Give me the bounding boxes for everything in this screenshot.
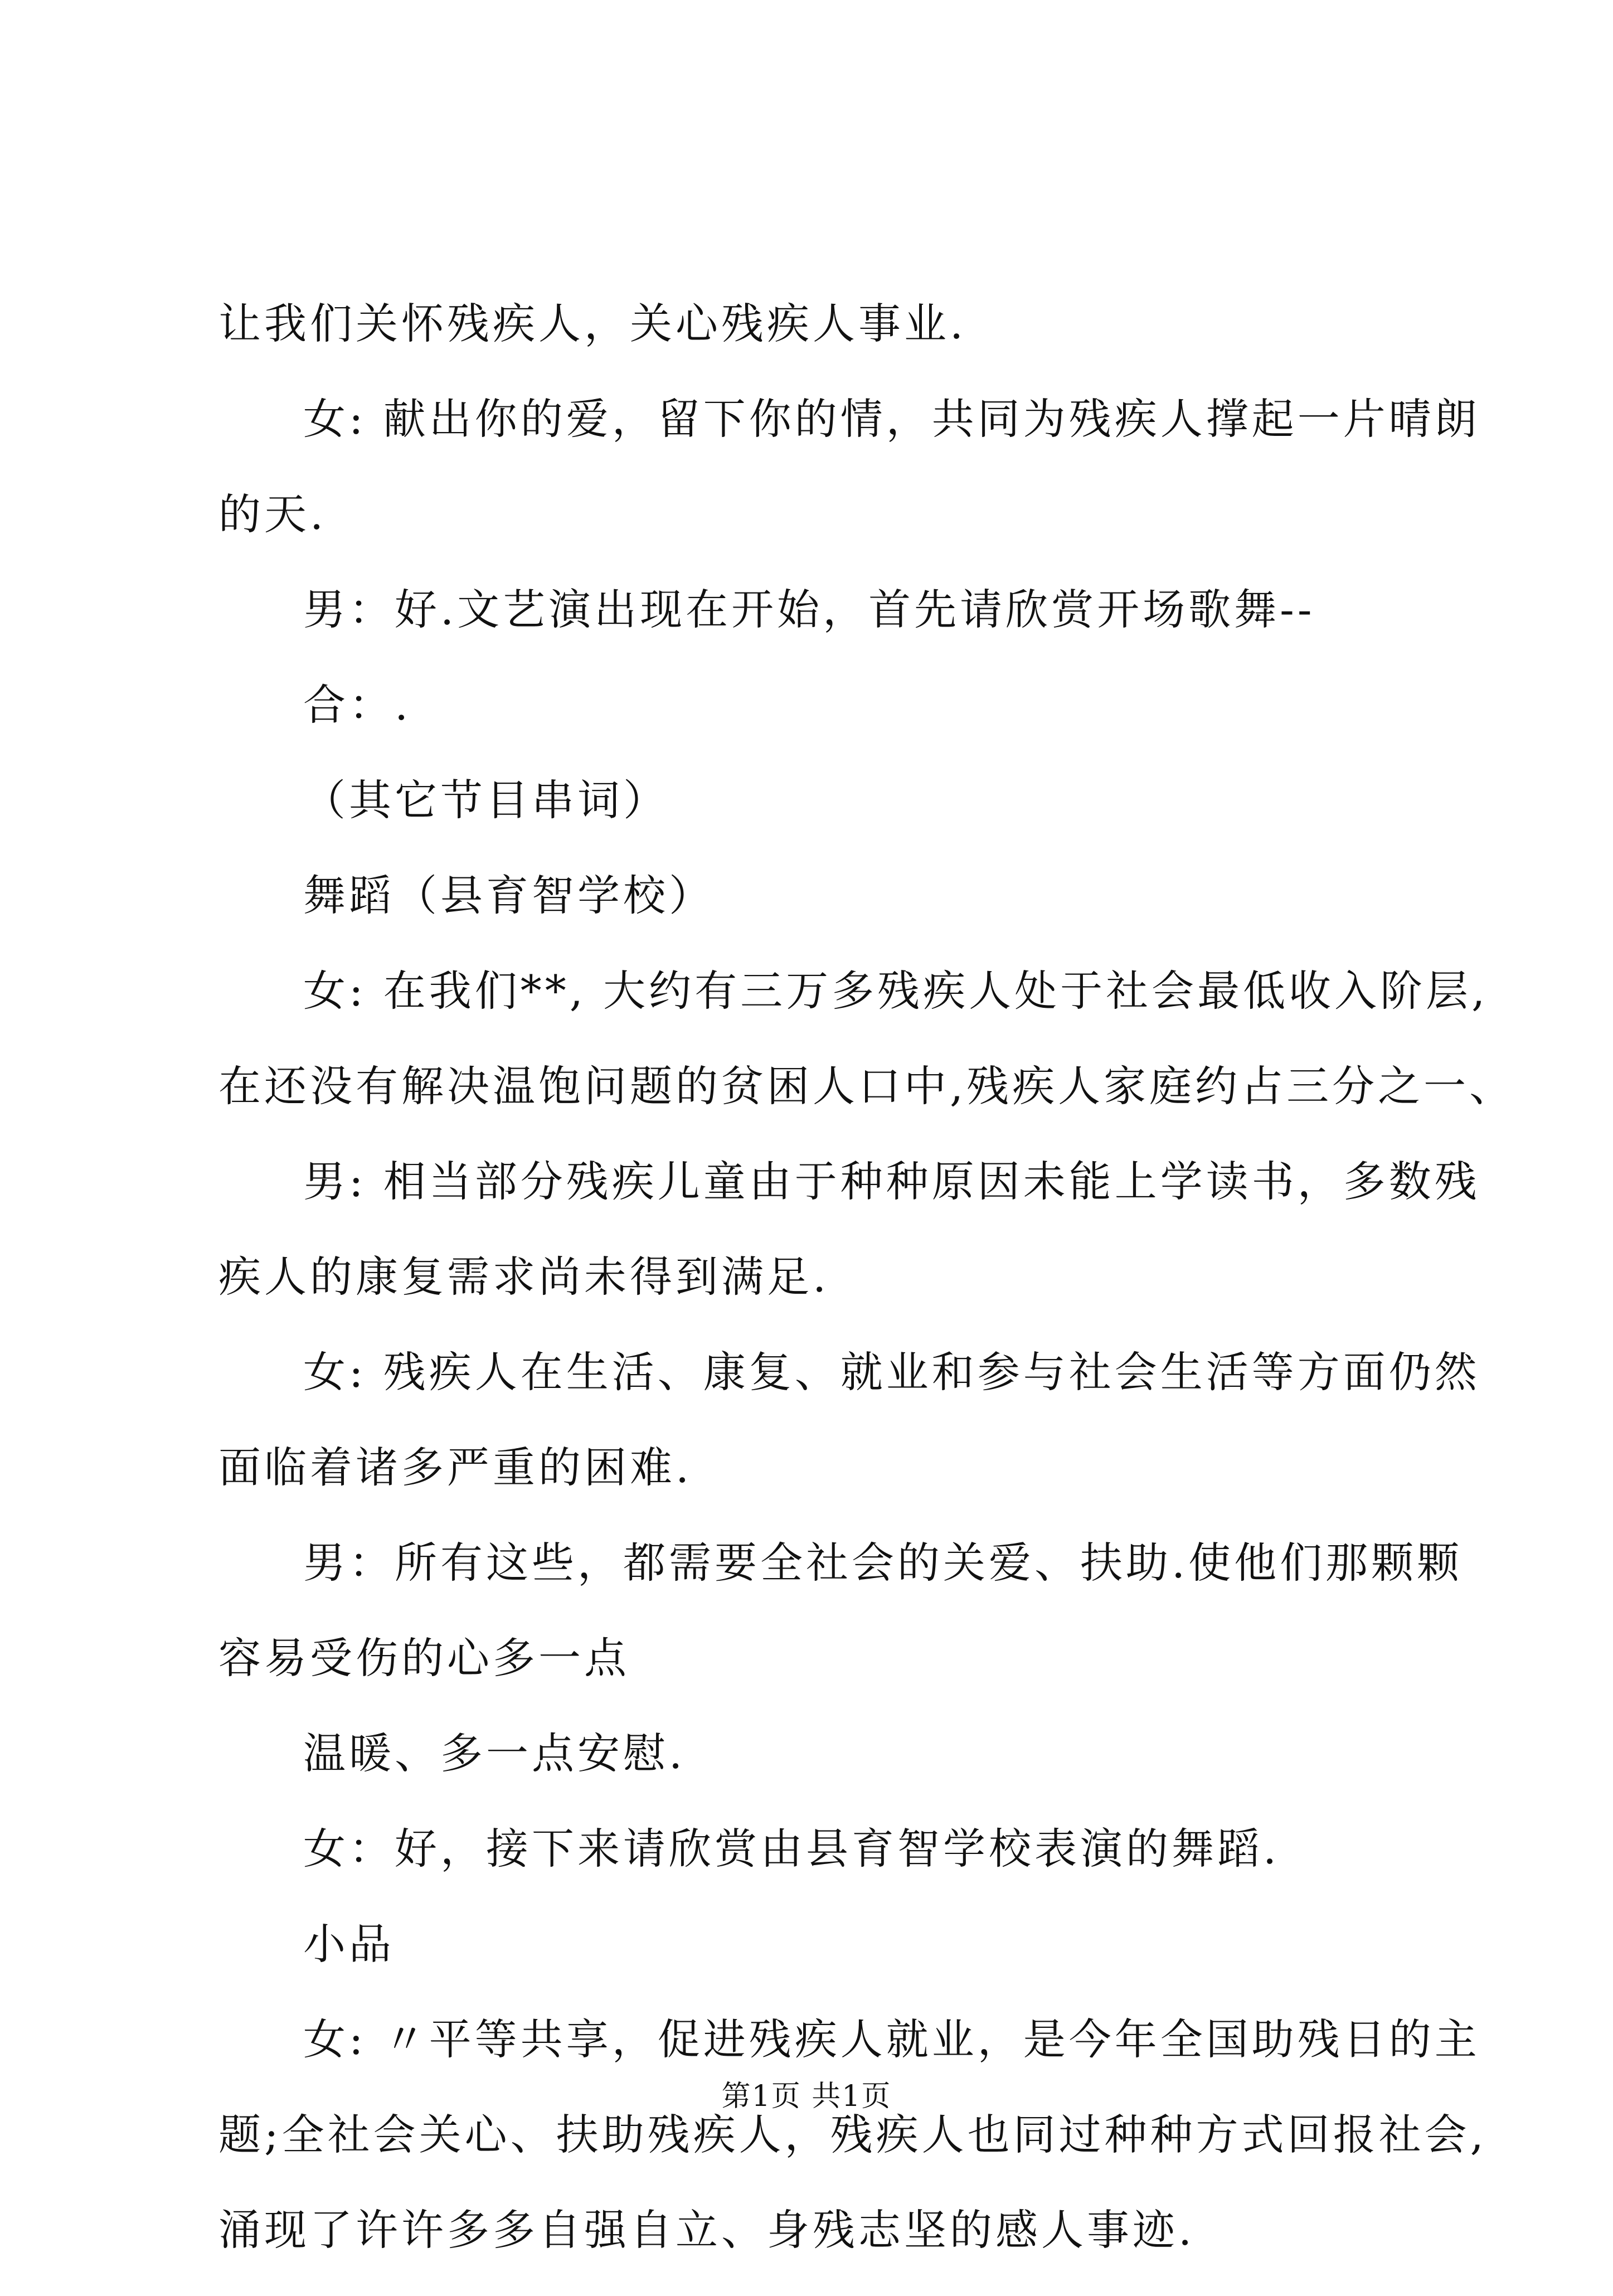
text-line: 女：好，接下来请欣赏由县育智学校表演的舞蹈. [303, 1824, 1280, 1873]
text-line: 女: 残疾人在生活、康复、就业和参与社会生活等方面仍然 [303, 1347, 1480, 1397]
text-line: 在还没有解决温饱问题的贫困人口中,残疾人家庭约占三分之一、 [218, 1061, 1515, 1111]
text-line: 合：. [303, 680, 412, 730]
text-line: 面临着诸多严重的困难. [218, 1443, 693, 1492]
text-line: 温暖、多一点安慰. [303, 1729, 686, 1778]
text-line: 男：所有这些，都需要全社会的关爱、扶助.使他们那颗颗 [303, 1538, 1463, 1588]
text-line: 让我们关怀残疾人，关心残疾人事业. [218, 299, 967, 348]
text-line: 涌现了许许多多自强自立、身残志坚的感人事迹. [218, 2205, 1196, 2255]
page-footer: 第1页 共1页 [721, 2080, 892, 2113]
text-line: 男: 相当部分残疾儿童由于种种原因未能上学读书，多数残 [303, 1157, 1480, 1206]
text-line: 男：好.文艺演出现在开始，首先请欣赏开场歌舞-- [303, 585, 1315, 634]
text-line: 小品 [303, 1919, 395, 1969]
text-line: 题;全社会关心、扶助残疾人，残疾人也同过种种方式回报社会, [218, 2110, 1487, 2159]
text-line: 女: 在我们**, 大约有三万多残疾人处于社会最低收入阶层, [303, 966, 1489, 1016]
document-body [218, 294, 1515, 2296]
text-line: 舞蹈（县育智学校） [303, 871, 715, 920]
text-line: 疾人的康复需求尚未得到满足. [218, 1252, 830, 1302]
text-line: （其它节目串词） [303, 775, 669, 825]
text-line: 容易受伤的心多一点 [218, 1633, 630, 1683]
text-line: 女: 〃平等共享，促进残疾人就业，是今年全国助残日的主 [303, 2015, 1480, 2064]
text-line: 的天. [218, 489, 327, 539]
text-line: 女: 献出你的爱，留下你的情，共同为残疾人撑起一片晴朗 [303, 394, 1480, 444]
